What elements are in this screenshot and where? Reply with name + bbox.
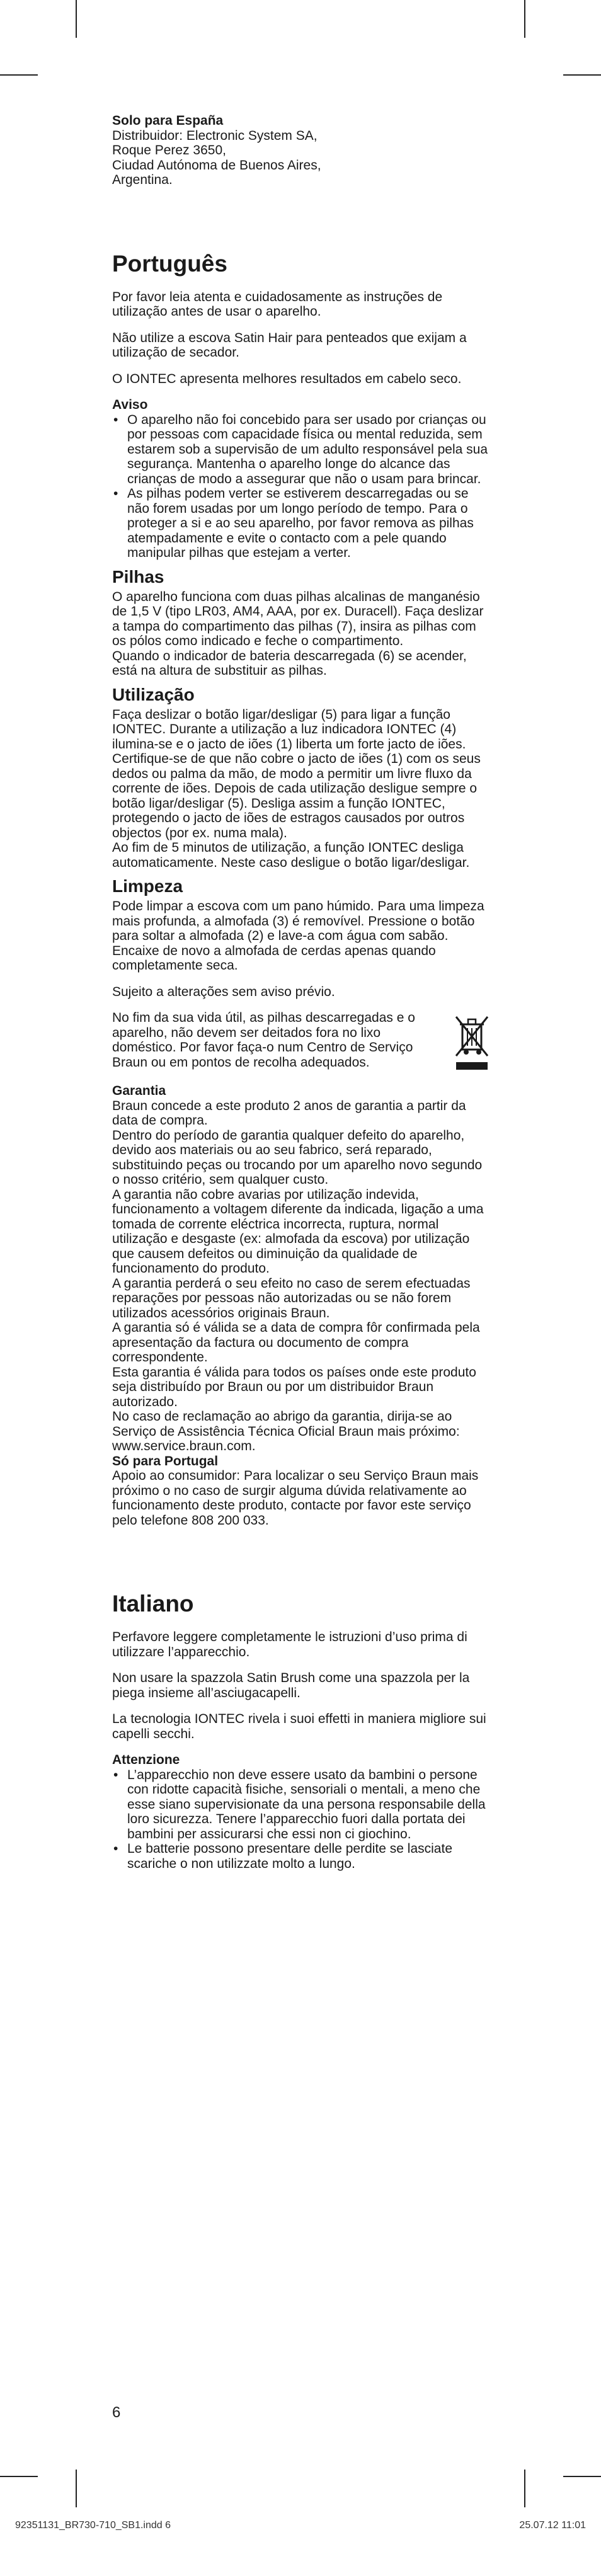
language-title: Italiano (112, 1591, 194, 1617)
guarantee-paragraph: A garantia não cobre avarias por utilização indevida, funcionamento a voltagem diferente da indicada, ligação a uma tomada de corrente eléctrica incorrecta, ruptura, normal utilização e desgaste (ex: almofada da escova) por utilização que causem defeitos ou diminuição da qualidade de funcionamento do produto. (112, 1187, 484, 1276)
spain-heading: Solo para España (112, 113, 224, 128)
crossed-out-bin-icon (454, 1014, 490, 1072)
change-notice: Sujeito a alterações sem aviso prévio. (112, 984, 335, 999)
use-paragraph: Faça deslizar o botão ligar/desligar (5) para ligar a função IONTEC. Durante a utilização a luz indicadora IONTEC (4) ilumina-se e o jacto de iões (1) liberta um forte jacto de iões. Certifique-se de que não cobre o jacto de iões (1) com os seus dedos ou palma da mão, de modo a permitir um livre fluxo da corrente de iões. Depois de cada utilização desligue sempre o botão ligar/desligar (5). Desliga assim a função IONTEC, protegendo o jacto de iões de estragos causados por outros objectos (por ex. numa mala). (112, 707, 481, 840)
intro-paragraph: Por favor leia atenta e cuidadosamente as instruções de utilização antes de usar o aparelho. (112, 289, 443, 319)
crop-mark (0, 2476, 38, 2477)
crop-mark (563, 2476, 601, 2477)
list-item: • As pilhas podem verter se estiverem descarregadas ou se não forem usadas por um longo período de tempo. Para o proteger a si e ao seu aparelho, por favor remova as pilhas atempadamente e evite o contacto com a pele quando manipular pilhas que estejam a verter. (112, 486, 490, 561)
warning-list (112, 413, 490, 561)
crop-mark (76, 0, 77, 38)
crop-mark (76, 2470, 77, 2507)
batteries-heading: Pilhas (112, 566, 164, 587)
warning-heading: Aviso (112, 398, 148, 412)
portugal-heading: Só para Portugal (112, 1453, 219, 1468)
warning-list (112, 1768, 490, 1872)
list-item: • L’apparecchio non deve essere usato da bambini o persone con ridotte capacità fisiche, sensoriali o mentali, a meno che esse siano supervisionate da una persona responsabile della loro sicurezza. Tenere l’apparecchio fuori dalla portata dei bambini per assicurarsi che essi non ci giochino. (112, 1768, 490, 1842)
guarantee-paragraph: Braun concede a este produto 2 anos de garantia a partir da data de compra. (112, 1098, 466, 1128)
address-line: Roque Perez 3650, (112, 143, 226, 157)
warning-heading: Attenzione (112, 1753, 180, 1767)
use-heading: Utilização (112, 684, 195, 704)
intro-paragraph: La tecnologia IONTEC rivela i suoi effetti in maniera migliore sui capelli secchi. (112, 1712, 486, 1741)
intro-paragraph: Não utilize a escova Satin Hair para penteados que exijam a utilização de secador. (112, 330, 467, 360)
guarantee-paragraph: Dentro do período de garantia qualquer defeito do aparelho, devido aos materiais ou ao seu fabrico, será reparado, substituindo peças ou trocando por um aparelho novo segundo o nosso critério, sem qualquer custo. (112, 1128, 483, 1187)
address-line: Argentina. (112, 173, 173, 187)
footer-timestamp: 25.07.12 11:01 (519, 2520, 586, 2531)
guarantee-paragraph: Esta garantia é válida para todos os países onde este produto seja distribuído por Braun ou por um distribuidor Braun autorizado. (112, 1365, 476, 1409)
crop-mark (524, 0, 525, 38)
batteries-paragraph: Quando o indicador de bateria descarregada (6) se acender, está na altura de substituir as pilhas. (112, 648, 467, 678)
intro-paragraph: O IONTEC apresenta melhores resultados em cabelo seco. (112, 371, 462, 386)
crop-mark (524, 2470, 525, 2507)
footer-filename: 92351131_BR730-710_SB1.indd 6 (15, 2520, 171, 2531)
guarantee-paragraph: No caso de reclamação ao abrigo da garantia, dirija-se ao Serviço de Assistência Técnica Oficial Braun mais próximo: www.service.braun.com. (112, 1409, 460, 1453)
language-title: Português (112, 250, 227, 277)
italian-section (112, 1591, 490, 1871)
crop-mark (0, 74, 38, 76)
page-content (112, 113, 490, 1871)
batteries-paragraph: O aparelho funciona com duas pilhas alcalinas de manganésio de 1,5 V (tipo LR03, AM4, AAA, por ex. Duracell). Faça deslizar a tampa do compartimento das pilhas (7), insira as pilhas com os pólos como indicado e feche o compartimento. (112, 589, 484, 648)
intro-paragraph: Non usare la spazzola Satin Brush come una spazzola per la piega insieme all’asciugacapelli. (112, 1671, 470, 1700)
page-number: 6 (112, 2404, 121, 2421)
portugal-paragraph: Apoio ao consumidor: Para localizar o seu Serviço Braun mais próximo o no caso de surgir alguma dúvida relativamente ao funcionamento deste produto, contacte por favor este serviço pelo telefone 808 200 033. (112, 1468, 479, 1528)
address-line: Ciudad Autónoma de Buenos Aires, (112, 157, 321, 173)
portuguese-section (112, 251, 490, 1528)
list-item: • O aparelho não foi concebido para ser usado por crianças ou por pessoas com capacidade física ou mental reduzida, sem estarem sob a supervisão de um adulto responsável pela sua segurança. Mantenha o aparelho longe do alcance das crianças de modo a assegurar que não o usam para brincar. (112, 413, 490, 487)
list-item: • Le batterie possono presentare delle perdite se lasciate scariche o non utilizzate molto a lungo. (112, 1841, 490, 1871)
guarantee-heading: Garantia (112, 1084, 166, 1098)
guarantee-paragraph: A garantia perderá o seu efeito no caso de serem efectuadas reparações por pessoas não autorizadas ou se não forem utilizados acessórios originais Braun. (112, 1276, 471, 1320)
spain-distributor-block (112, 113, 490, 188)
cleaning-paragraph: Pode limpar a escova com um pano húmido. Para uma limpeza mais profunda, a almofada (3) é removível. Pressione o botão para soltar a almofada (2) e lave-a com água com sabão. Encaixe de novo a almofada de cerdas apenas quando completamente seca. (112, 899, 484, 973)
cleaning-heading: Limpeza (112, 876, 183, 896)
intro-paragraph: Perfavore leggere completamente le istruzioni d’uso prima di utilizzare l’apparecchio. (112, 1630, 467, 1659)
disposal-block (112, 1010, 490, 1072)
distributor-line: Distribuidor: Electronic System SA, (112, 128, 318, 143)
disposal-paragraph: No fim da sua vida útil, as pilhas descarregadas e o aparelho, não devem ser deitados fora no lixo doméstico. Por favor faça-o num Centro de Serviço Braun ou em pontos de recolha adequados. (112, 1010, 415, 1070)
crop-mark (563, 74, 601, 76)
guarantee-paragraph: A garantia só é válida se a data de compra fôr confirmada pela apresentação da factura ou documento de compra correspondente. (112, 1320, 480, 1365)
use-paragraph: Ao fim de 5 minutos de utilização, a função IONTEC desliga automaticamente. Neste caso desligue o botão ligar/desligar. (112, 840, 470, 870)
